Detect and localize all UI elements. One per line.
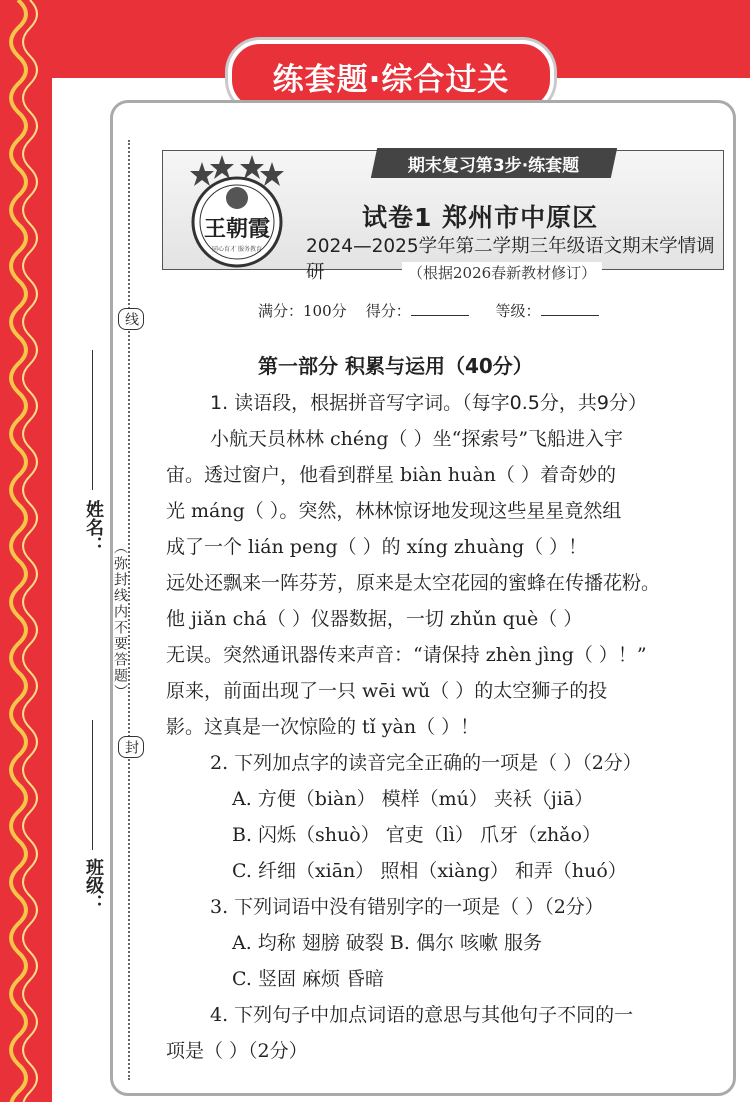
question-4-stem: 4. 下列句子中加点词语的意思与其他句子不同的一 [210,1004,634,1026]
paper-title: 试卷1 郑州市中原区 [362,203,599,232]
class-label: 班级： [83,858,104,912]
grade-blank[interactable] [541,315,599,316]
question-3-options-ab[interactable]: A. 均称 翅膀 破裂 B. 偶尔 咳嗽 服务 [232,932,543,954]
question-4-stem-cont: 项是（ ）（2分） [166,1040,308,1062]
wangzhaoxia-logo-icon [172,152,302,272]
binding-notice: （弥封线内不要答题） [112,540,128,700]
part1-title: 第一部分 积累与运用（40分） [258,354,533,378]
passage-line: 成了一个 lián peng（ ）的 xíng zhuàng（ ）！ [166,536,588,558]
step-label: 期末复习第3步·练套题 [408,155,580,176]
name-label: 姓名： [83,500,104,554]
passage-line: 宙。透过窗户，他看到群星 biàn huàn（ ）着奇妙的 [166,464,616,486]
review-step-tag [371,148,617,178]
banner-title: 练套题·综合过关 [272,61,510,98]
passage-line: 远处还飘来一阵芬芳，原来是太空花园的蜜蜂在传播花粉。 [166,572,661,594]
paper-header [162,150,722,283]
decorative-wave-border [0,0,48,1102]
question-2-stem: 2. 下列加点字的读音完全正确的一项是（ ）（2分） [210,752,642,774]
grade-label: 等级： [495,302,541,320]
passage-line: 他 jiǎn chá（ ）仪器数据，一切 zhǔn què（ ） [166,608,583,630]
full-score-label: 满分：100分 [258,302,347,320]
passage-line: 光 máng（ ）。突然，林林惊讶地发现这些星星竟然组 [166,500,622,522]
question-1-stem: 1. 读语段，根据拼音写字词。（每字0.5分，共9分） [210,392,647,414]
score-blank[interactable] [411,315,469,316]
question-2-option-c[interactable]: C. 纤细（xiān） 照相（xiàng） 和弄（huó） [232,860,627,882]
binding-xian-label: 线 [118,308,144,330]
passage-line: 影。这真是一次惊险的 tǐ yàn（ ）！ [166,716,480,738]
exam-title: 2024—2025学年第二学期三年级语文期末学情调研 [306,236,715,283]
passage-line: 无误。突然通讯器传来声音：“请保持 zhèn jìng（ ）！” [166,644,647,666]
passage-line: 原来，前面出现了一只 wēi wǔ（ ）的太空狮子的投 [166,680,608,702]
class-answer-line[interactable] [92,720,93,850]
name-answer-line[interactable] [92,350,93,490]
logo-slogan: 同心育才 服务教育 [212,246,262,253]
question-3-stem: 3. 下列词语中没有错别字的一项是（ ）（2分） [210,896,604,918]
logo-text: 王朝霞 [203,216,271,242]
score-label: 得分： [365,302,411,320]
passage-line: 小航天员林林 chéng（ ）坐“探索号”飞船进入宇 [210,428,624,450]
revision-note: （根据2026春新教材修订） [402,262,602,283]
binding-feng-label: 封 [118,736,144,758]
score-line [258,300,621,321]
question-2-option-a[interactable]: A. 方便（biàn） 模样（mú） 夹袄（jiā） [232,788,594,810]
question-2-option-b[interactable]: B. 闪烁（shuò） 官吏（lì） 爪牙（zhǎo） [232,824,601,846]
question-3-option-c[interactable]: C. 竖固 麻烦 昏暗 [232,968,385,990]
